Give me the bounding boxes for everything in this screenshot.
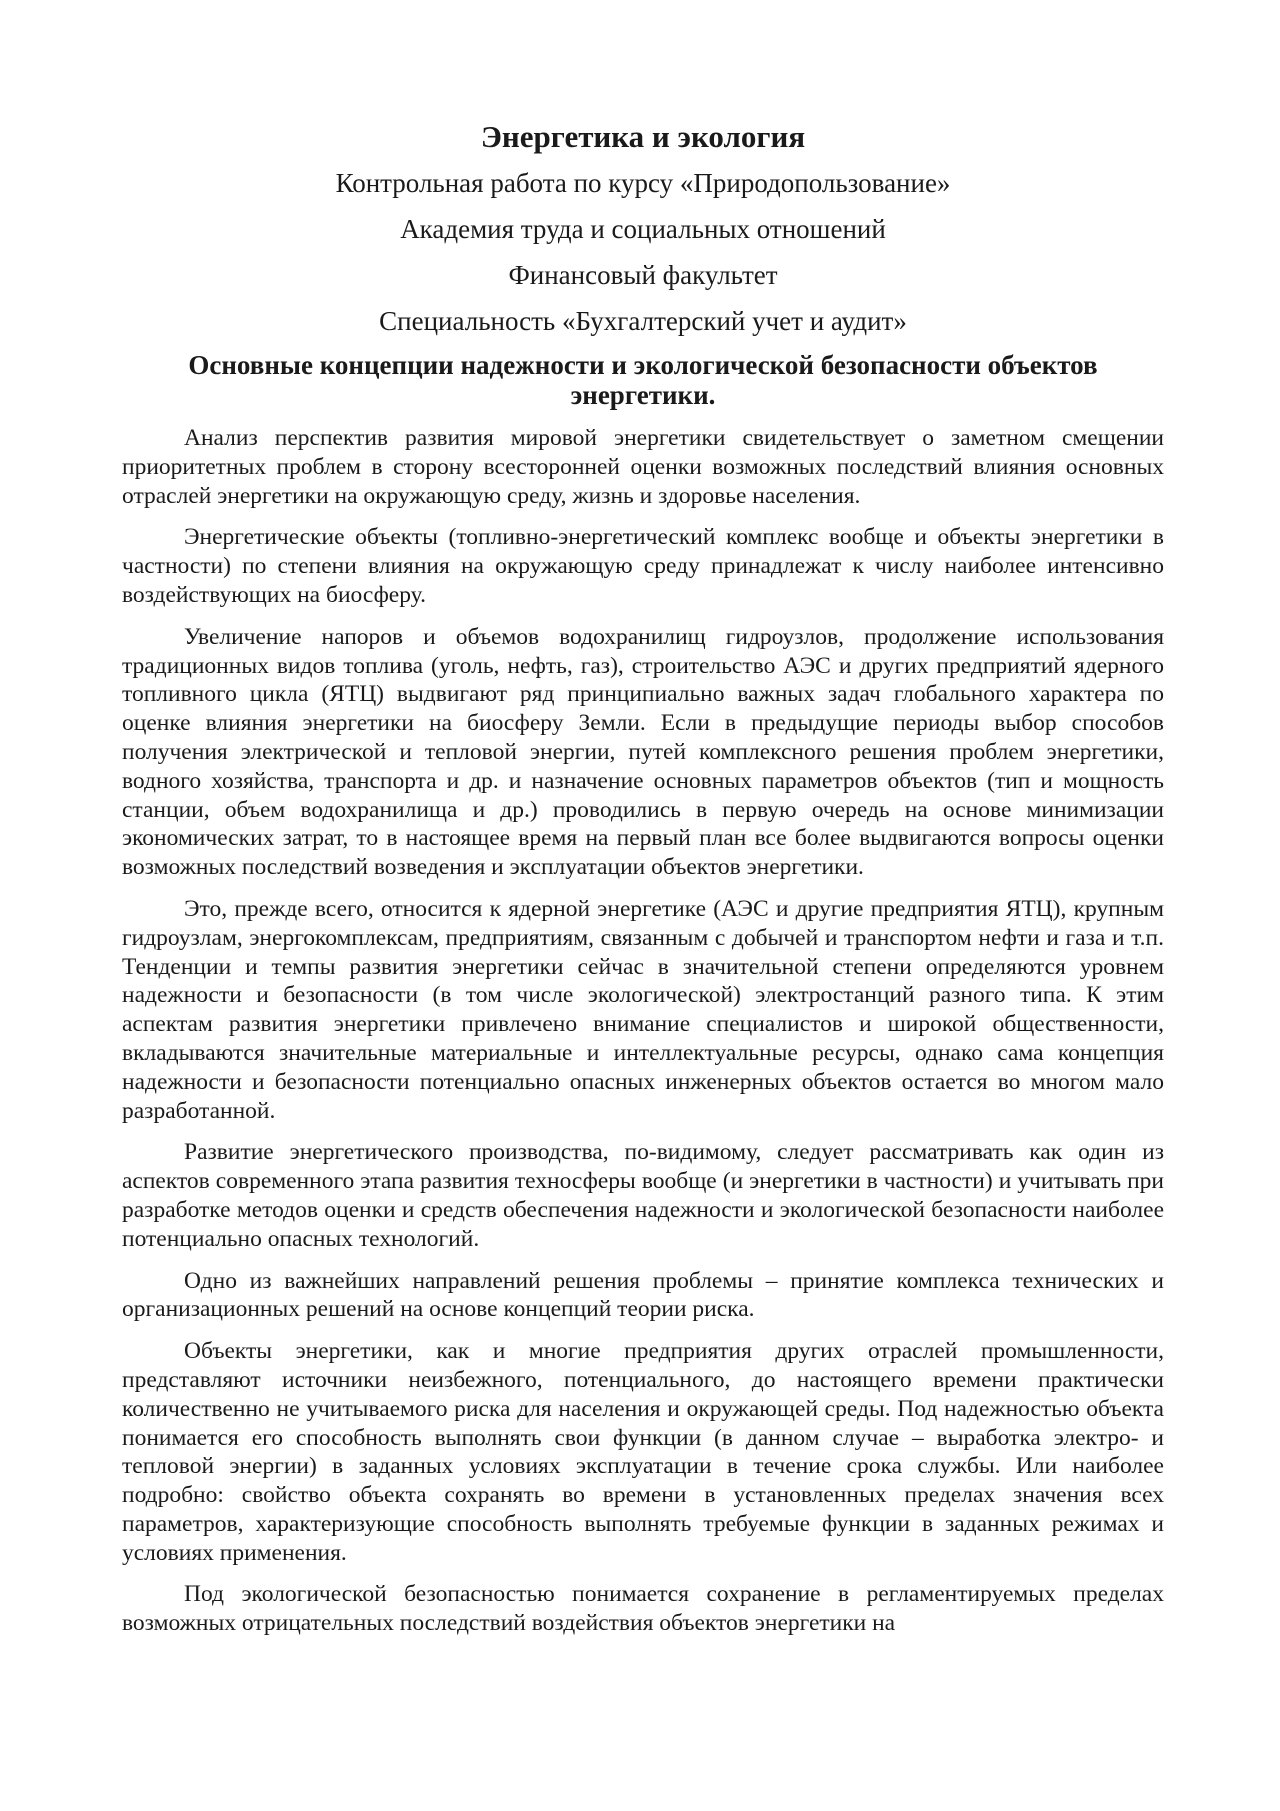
paragraph-8: Под экологической безопасностью понимается сохранение в регламентируемых пределах возможных отрицательных последствий воздействия объектов энергетики на [122,1581,1164,1637]
paragraph-1: Анализ перспектив развития мировой энергетики свидетельствует о заметном смещении приоритетных проблем в сторону всесторонней оценки возможных последствий влияния основных отраслей энергетики на окружающую среду, жизнь и здоровье населения. [122,425,1164,509]
academy-line: Академия труда и социальных отношений [400,214,886,244]
paragraph-4: Это, прежде всего, относится к ядерной энергетике (АЭС и другие предприятия ЯТЦ), крупным гидроузлам, энергокомплексам, предприятиям, связанным с добычей и транспортом нефти и газа и т.п. Тенденции и темпы развития энергетики сейчас в значительной степени определяются уровнем надежности и безопасности (в том числе экологической) электростанций разного типа. К этим аспектам развития энергетики привлечено внимание специалистов и широкой общественности, вкладываются значительные материальные и интеллектуальные ресурсы, однако сама концепция надежности и безопасности потенциально опасных инженерных объектов остается во многом мало разработанной. [122,895,1164,1124]
faculty-line: Финансовый факультет [508,260,778,290]
paragraph-7: Объекты энергетики, как и многие предприятия других отраслей промышленности, представляют источники неизбежного, потенциального, до настоящего времени практически количественно не учитываемого риска для населения и окружающей среды. Под надежностью объекта понимается его способность выполнять свои функции (в данном случае – выработка электро- и тепловой энергии) в заданных условиях эксплуатации в течение срока службы. Или наиболее подробно: свойство объекта сохранять во времени в установленных пределах значения всех параметров, характеризующие способность выполнять требуемые функции в заданных режимах и условиях применения. [122,1338,1164,1566]
specialty-line: Специальность «Бухгалтерский учет и аудит» [379,306,907,336]
paragraph-3: Увеличение напоров и объемов водохранилищ гидроузлов, продолжение использования традиционных видов топлива (уголь, нефть, газ), строительство АЭС и других предприятий ядерного топливного цикла (ЯТЦ) выдвигают ряд принципиально важных задач глобального характера по оценке влияния энергетики на биосферу Земли. Если в предыдущие периоды выбор способов получения электрической и тепловой энергии, путей комплексного решения проблем энергетики, водного хозяйства, транспорта и др. и назначение основных параметров объектов (тип и мощность станции, объем водохранилища и др.) проводились в первую очередь на основе минимизации экономических затрат, то в настоящее время на первый план все более выдвигаются вопросы оценки возможных последствий возведения и эксплуатации объектов энергетики. [122,623,1164,881]
paragraph-5: Развитие энергетического производства, по-видимому, следует рассматривать как один из аспектов современного этапа развития техносферы вообще (и энергетики в частности) и учитывать при разработке методов оценки и средств обеспечения надежности и экологической безопасности наиболее потенциально опасных технологий. [122,1139,1164,1252]
course-line: Контрольная работа по курсу «Природопользование» [335,168,951,198]
document-page [122,118,1164,1651]
document-title: Энергетика и экология [480,119,806,154]
paragraph-6: Одно из важнейших направлений решения проблемы – принятие комплекса технических и организационных решений на основе концепций теории риска. [122,1267,1164,1323]
section-title: Основные концепции надежности и экологической безопасности объектов энергетики. [188,350,1098,410]
paragraph-2: Энергетические объекты (топливно-энергетический комплекс вообще и объекты энергетики в частности) по степени влияния на окружающую среду принадлежат к числу наиболее интенсивно воздействующих на биосферу. [122,524,1164,608]
